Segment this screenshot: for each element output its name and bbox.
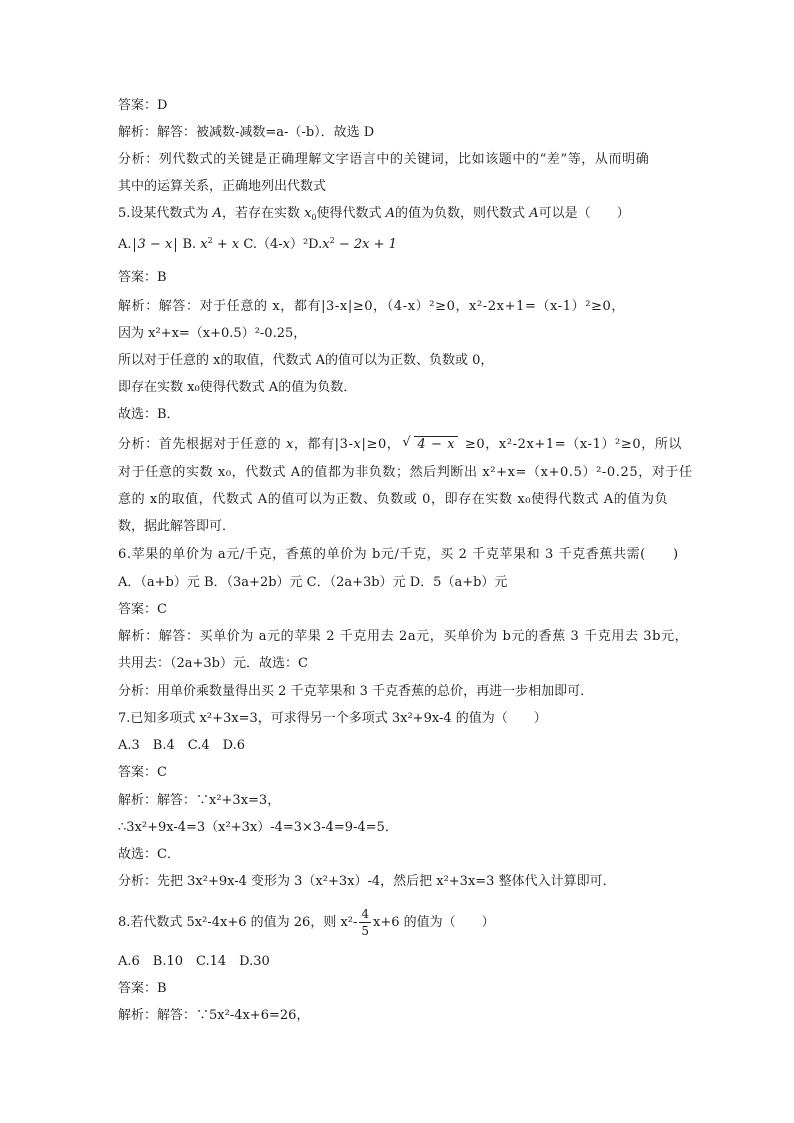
analysis-line: 分析：列代数式的关键是正确理解文字语言中的关键词，比如该题中的“差”等，从而明确 xyxy=(118,152,650,167)
answer-line: 答案：C xyxy=(118,765,167,780)
question-8: 8.若代数式 5x²-4x+6 的值为 26，则 x²- $\frac{4}{5}$ x+6 的值为（ ） xyxy=(118,907,495,938)
question-6-options: A．（a+b）元 B．（3a+2b）元 C．（2a+3b）元 D．5（a+b）元 xyxy=(118,575,508,590)
solution-line: 所以对于任意的 x的取值，代数式 A的值可以为正数、负数或 0， xyxy=(118,353,494,368)
analysis-line: 意的 x的取值，代数式 A的值可以为正数、负数或 0，即存在实数 x₀使得代数式 A的值为负 xyxy=(118,492,669,507)
solution-line: 共用去：（2a+3b）元．故选：C xyxy=(118,656,308,671)
question-5-options: A. 3 − x B. $x^2 + x$ $C.(4-x)^2D.x^2 - 2x + 1$ xyxy=(118,236,397,252)
analysis-line: 数，据此解答即可． xyxy=(118,519,236,534)
absolute-value-expression: 3 − x xyxy=(134,238,177,252)
solution-line: ∴3x²+9x-4=3（x²+3x）-4=3×3-4=9-4=5． xyxy=(118,820,398,835)
solution-line: 即存在实数 x₀使得代数式 A的值为负数． xyxy=(118,380,357,395)
fraction: $\frac{4}{5}$ xyxy=(361,907,370,938)
square-root-expression: √ 4 − x xyxy=(402,436,458,454)
answer-line: 答案：B xyxy=(118,981,167,996)
solution-line: 解析：解答：对于任意的 x，都有|3-x|≥0，（4-x）²≥0，x²-2x+1=（x-1）²≥0， xyxy=(118,299,625,314)
question-8-options: A.6 B.10 C.14 D.30 xyxy=(118,954,270,969)
solution-line: 解析：解答：买单价为 a元的苹果 2 千克用去 2a元，买单价为 b元的香蕉 3 千克用去 3b元， xyxy=(118,629,689,644)
solution-line: 解析：解答：∵x²+3x=3， xyxy=(118,793,281,808)
solution-line: 故选：B． xyxy=(118,407,180,422)
question-7-options: A.3 B.4 C.4 D.6 xyxy=(118,738,245,753)
answer-line: 答案：B xyxy=(118,270,167,285)
solution-line: 解析：解答：被减数-减数=a-（-b）．故选 D xyxy=(118,125,375,140)
answer-line: 答案：D xyxy=(118,98,168,113)
solution-line: 解析：解答：∵5x²-4x+6=26， xyxy=(118,1008,310,1023)
question-7: 7.已知多项式 x²+3x=3，可求得另一个多项式 3x²+9x-4 的值为（ ） xyxy=(118,711,547,726)
analysis-line: 对于任意的实数 x₀，代数式 A的值都为非负数；然后判断出 x²+x=（x+0.5）²-0.25，对于任 xyxy=(118,465,693,480)
analysis-line: 分析：先把 3x²+9x-4 变形为 3（x²+3x）-4，然后把 x²+3x=3 整体代入计算即可． xyxy=(118,874,616,889)
analysis-line: 其中的运算关系，正确地列出代数式 xyxy=(118,179,327,194)
question-5: 5.设某代数式为 A，若存在实数 $x_0$使得代数式 A的值为负数，则代数式 A可以是（ ） xyxy=(118,206,630,222)
solution-line: 因为 x²+x=（x+0.5）²-0.25， xyxy=(118,326,307,341)
answer-line: 答案：C xyxy=(118,602,167,617)
question-6: 6.苹果的单价为 a元/千克，香蕉的单价为 b元/千克，买 2 千克苹果和 3 千克香蕉共需( ) xyxy=(118,547,679,562)
analysis-line: 分析：首先根据对于任意的 x，都有|3-x|≥0， √ 4 − x ≥0，x²-2x+1=（x-1）²≥0，所以 xyxy=(118,435,683,452)
solution-line: 故选：C． xyxy=(118,847,180,862)
analysis-line: 分析：用单价乘数量得出买 2 千克苹果和 3 千克香蕉的总价，再进一步相加即可． xyxy=(118,684,594,699)
